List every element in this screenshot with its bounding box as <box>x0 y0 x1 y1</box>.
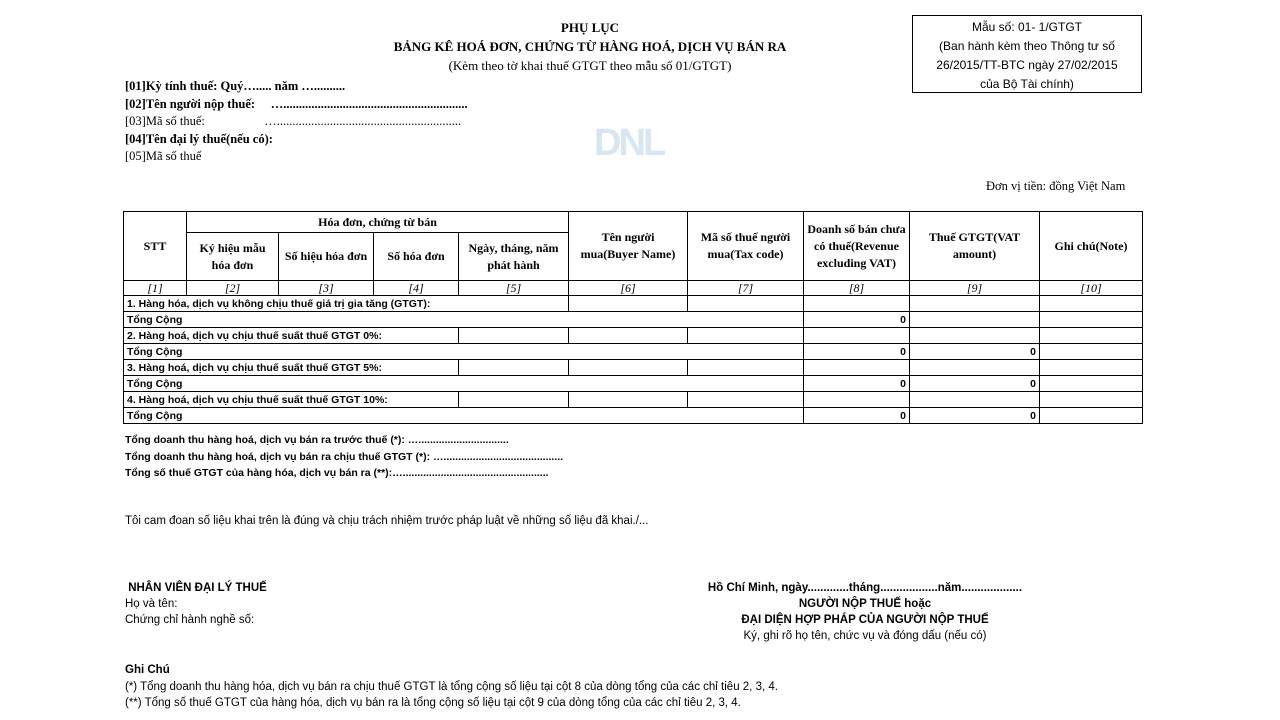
vat-total: 0 <box>910 376 1040 392</box>
vat-total: 0 <box>910 344 1040 360</box>
col-header-issue-date: Ngày, tháng, năm phát hành <box>459 233 569 281</box>
col-header-buyer-name: Tên người mua(Buyer Name) <box>569 212 688 281</box>
column-index: [8] <box>804 281 910 296</box>
watermark-logo: DNL <box>594 122 664 164</box>
form-number-box <box>912 15 1142 93</box>
signature-instruction: Ký, ghi rõ họ tên, chức vụ và đóng dấu (nếu có) <box>743 630 987 642</box>
column-index: [7] <box>688 281 804 296</box>
section-row <box>124 360 1143 376</box>
table-cell <box>804 328 910 344</box>
column-index: [2] <box>187 281 279 296</box>
total-label: Tổng Cộng <box>124 376 804 392</box>
form-issued-line: (Ban hành kèm theo Thông tư số <box>939 39 1115 53</box>
currency-unit: Đơn vị tiền: đồng Việt Nam <box>986 179 1126 193</box>
tax-period-field: [01]Kỳ tính thuế: Quý…..... năm ….......... <box>125 79 346 93</box>
section-row <box>124 296 1143 312</box>
column-index: [3] <box>279 281 374 296</box>
col-header-vat-amount: Thuế GTGT(VAT amount) <box>910 212 1040 281</box>
table-cell <box>1040 408 1143 424</box>
table-cell <box>688 360 804 376</box>
table-cell <box>688 296 804 312</box>
agent-tax-code-field: [05]Mã số thuế <box>125 149 202 163</box>
col-header-revenue: Doanh số bán chưa có thuế(Revenue excluding VAT) <box>804 212 910 281</box>
column-index-row <box>124 281 1143 296</box>
section-label: 3. Hàng hoá, dịch vụ chịu thuế suất thuế GTGT 5%: <box>124 360 459 376</box>
total-revenue-before-tax: Tổng doanh thu hàng hoá, dịch vụ bán ra trước thuế (*): …............................... <box>125 434 509 446</box>
total-row <box>124 312 1143 328</box>
col-header-invoice-template: Ký hiệu mẫu hóa đơn <box>187 233 279 281</box>
col-header-invoice-number: Số hóa đơn <box>374 233 459 281</box>
table-cell <box>1040 296 1143 312</box>
signer-role-1: NGƯỜI NỘP THUẾ hoặc <box>798 598 932 610</box>
column-index: [4] <box>374 281 459 296</box>
agent-name-label: Họ và tên: <box>125 598 178 610</box>
invoice-table <box>123 211 1143 424</box>
column-index: [6] <box>569 281 688 296</box>
total-label: Tổng Cộng <box>124 312 804 328</box>
table-cell <box>910 360 1040 376</box>
vat-total: 0 <box>910 408 1040 424</box>
notes-title: Ghi Chú <box>125 664 170 676</box>
taxpayer-name-field: [02]Tên người nộp thuế: …........................................................... <box>125 96 468 111</box>
agent-title: NHÂN VIÊN ĐẠI LÝ THUẾ <box>125 582 267 594</box>
table-cell <box>459 392 569 408</box>
form-ministry-line: của Bộ Tài chính) <box>980 77 1074 91</box>
total-label: Tổng Cộng <box>124 408 804 424</box>
table-cell <box>569 392 688 408</box>
table-cell <box>1040 376 1143 392</box>
total-vat: Tổng số thuế GTGT của hàng hóa, dịch vụ bán ra (**):….................................................. <box>125 467 549 479</box>
taxpayer-info <box>125 78 468 166</box>
appendix-title: PHỤ LỤC <box>560 20 620 35</box>
table-cell <box>910 296 1040 312</box>
table-cell <box>569 328 688 344</box>
table-cell <box>459 328 569 344</box>
section-row <box>124 392 1143 408</box>
total-row <box>124 344 1143 360</box>
grand-totals <box>125 432 563 482</box>
col-header-buyer-tax-code: Mã số thuế người mua(Tax code) <box>688 212 804 281</box>
revenue-total: 0 <box>804 344 910 360</box>
notes-block <box>125 662 778 712</box>
signer-role-2: ĐẠI DIỆN HỢP PHÁP CỦA NGƯỜI NỘP THUẾ <box>741 614 989 626</box>
section-label: 4. Hàng hoá, dịch vụ chịu thuế suất thuế GTGT 10%: <box>124 392 459 408</box>
agent-cert-label: Chứng chỉ hành nghề số: <box>125 614 255 626</box>
table-cell <box>804 360 910 376</box>
signature-block <box>620 580 1110 644</box>
table-cell <box>1040 312 1143 328</box>
tax-agent-block <box>125 580 267 628</box>
section-label: 1. Hàng hóa, dịch vụ không chịu thuế giá trị gia tăng (GTGT): <box>124 296 569 312</box>
col-header-invoice-group: Hóa đơn, chứng từ bán <box>187 212 569 233</box>
column-index: [1] <box>124 281 187 296</box>
column-index: [10] <box>1040 281 1143 296</box>
col-header-invoice-series: Số hiệu hóa đơn <box>279 233 374 281</box>
vat-total <box>910 312 1040 328</box>
subtitle: (Kèm theo tờ khai thuế GTGT theo mẫu số 01/GTGT) <box>448 58 732 73</box>
column-index: [9] <box>910 281 1040 296</box>
form-number: Mẫu số: 01- 1/GTGT <box>971 20 1083 34</box>
table-cell <box>804 296 910 312</box>
table-cell <box>688 392 804 408</box>
total-label: Tổng Cộng <box>124 344 804 360</box>
table-cell <box>804 392 910 408</box>
commitment-statement: Tôi cam đoan số liệu khai trên là đúng và chịu trách nhiệm trước pháp luật về những số liệu đã khai./... <box>125 515 649 527</box>
table-cell <box>1040 392 1143 408</box>
table-cell <box>1040 360 1143 376</box>
total-row <box>124 376 1143 392</box>
form-circular-line: 26/2015/TT-BTC ngày 27/02/2015 <box>936 58 1118 72</box>
col-header-stt: STT <box>124 212 187 281</box>
place-date-line: Hồ Chí Minh, ngày.............tháng..................năm................... <box>707 582 1023 594</box>
total-row <box>124 408 1143 424</box>
tax-code-field: [03]Mã số thuế: …........................................................... <box>125 114 462 128</box>
section-label: 2. Hàng hoá, dịch vụ chịu thuế suất thuế GTGT 0%: <box>124 328 459 344</box>
column-index: [5] <box>459 281 569 296</box>
revenue-total: 0 <box>804 408 910 424</box>
total-taxable-revenue: Tổng doanh thu hàng hoá, dịch vụ bán ra chịu thuế GTGT (*): …......................................... <box>125 450 564 463</box>
table-cell <box>459 360 569 376</box>
document-title-block <box>330 18 850 75</box>
col-header-note: Ghi chú(Note) <box>1040 212 1143 281</box>
table-cell <box>1040 328 1143 344</box>
main-title: BẢNG KÊ HOÁ ĐƠN, CHỨNG TỪ HÀNG HOÁ, DỊCH VỤ BÁN RA <box>393 39 787 54</box>
section-row <box>124 328 1143 344</box>
note-2: (**) Tổng số thuế GTGT của hàng hóa, dịch vụ bán ra là tổng cộng số liệu tại cột 9 của dòng tổng của các chỉ tiêu 2, 3, 4. <box>125 697 741 709</box>
table-cell <box>569 296 688 312</box>
table-cell <box>910 328 1040 344</box>
note-1: (*) Tổng doanh thu hàng hóa, dịch vụ bán ra chịu thuế GTGT là tổng cộng số liệu tại cột 8 của dòng tổng của các chỉ tiêu 2, 3, 4. <box>125 680 778 693</box>
revenue-total: 0 <box>804 376 910 392</box>
revenue-total: 0 <box>804 312 910 328</box>
table-cell <box>688 328 804 344</box>
tax-agent-field: [04]Tên đại lý thuế(nếu có): <box>125 131 273 146</box>
table-cell <box>1040 344 1143 360</box>
table-cell <box>910 392 1040 408</box>
table-cell <box>569 360 688 376</box>
